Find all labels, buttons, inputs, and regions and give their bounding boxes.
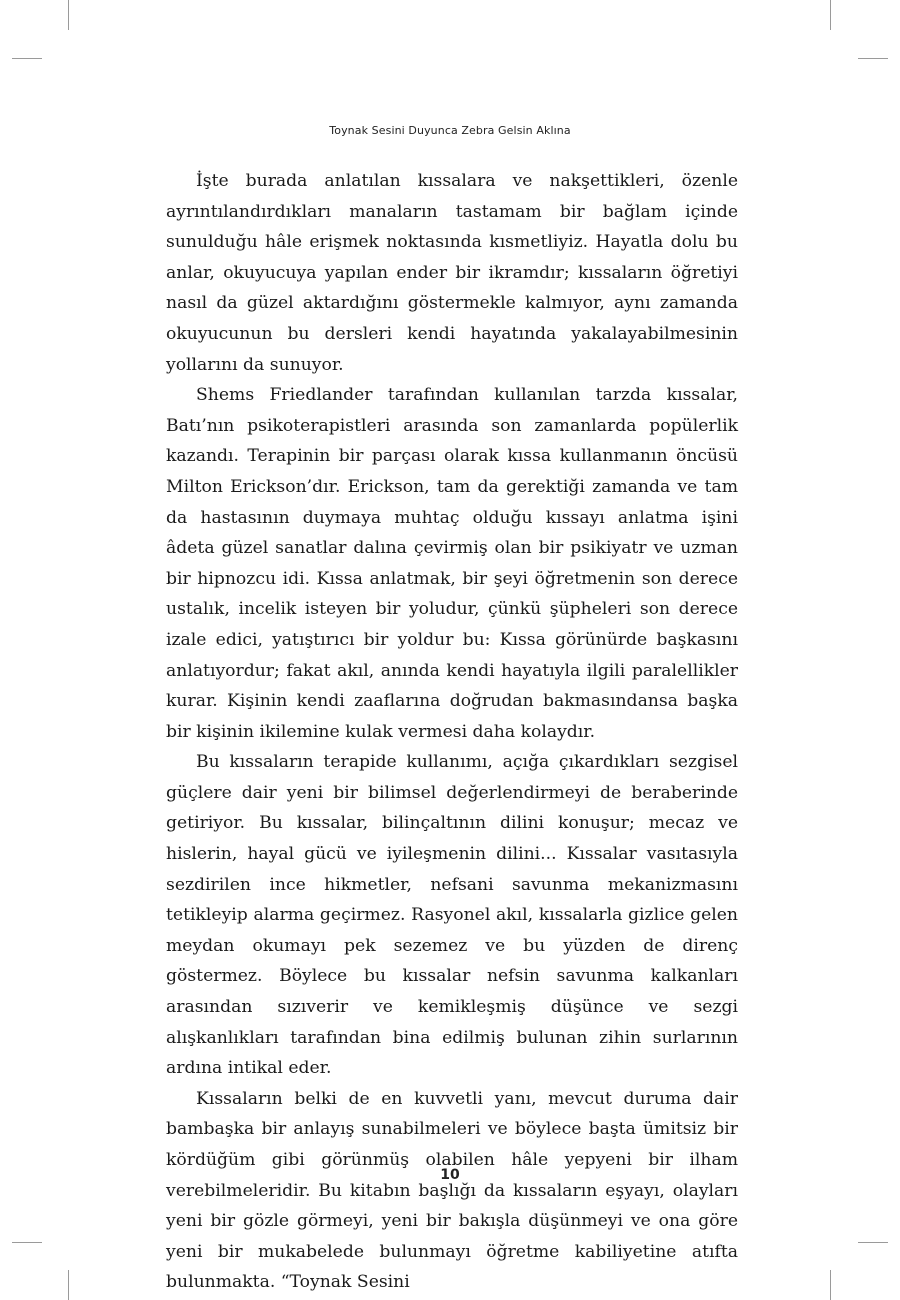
paragraph-3: Bu kıssaların terapide kullanımı, açığa çıkardıkları sezgisel güçlere dair yeni bir bilimsel değerlendirmeyi de beraberinde getiriyor. Bu kıssalar, bilinçaltının dilini konuşur; mecaz ve hislerin, hayal gücü ve iyileşmenin dilini... Kıssalar vasıtasıyla sezdirilen ince hikmetler, nefsani savunma mekanizmasını tetikleyip alarma geçirmez. Rasyonel akıl, kıssalarla gizlice gelen meydan okumayı pek sezemez ve bu yüzden de direnç göstermez. Böylece bu kıssalar nefsin savunma kalkanları arasından sızıverir ve kemikleşmiş düşünce ve sezgi alışkanlıkları tarafından bina edilmiş bulunan zihin surlarının ardına intikal eder. — [166, 752, 738, 1079]
crop-mark-bottom-left — [68, 1270, 69, 1300]
crop-mark-bottom-right — [830, 1270, 831, 1300]
page-number: 10 — [440, 1167, 460, 1183]
crop-mark-top-left — [68, 0, 69, 30]
paragraph-1: İşte burada anlatılan kıssalara ve nakşettikleri, özenle ayrıntılandırdıkları manaların tastamam bir bağlam içinde sunulduğu hâle erişmek noktasında kısmetliyiz. Hayatla dolu bu anlar, okuyucuya yapılan ender bir ikramdır; kıssaların öğretiyi nasıl da güzel aktardığını göstermekle kalmıyor, aynı zamanda okuyucunun bu dersleri kendi hayatında yakalayabilmesinin yollarını da sunuyor. — [166, 171, 738, 375]
crop-mark-bottom-right-h — [858, 1242, 888, 1243]
crop-mark-top-right — [830, 0, 831, 30]
crop-mark-bottom-left-h — [12, 1242, 42, 1243]
paragraph-4: Kıssaların belki de en kuvvetli yanı, mevcut duruma dair bambaşka bir anlayış sunabilmeleri ve böylece başta ümitsiz bir kördüğüm gibi görünmüş olabilen hâle yepyeni bir ilham verebilmeleridir. Bu kitabın başlığı da kıssaların eşyayı, olayları yeni bir gözle görmeyi, yeni bir bakışla düşünmeyi ve ona göre yeni bir mukabelede bulunmayı öğretme kabiliyetine atıfta bulunmakta. “Toynak Sesini — [166, 1088, 738, 1293]
crop-mark-top-left-h — [12, 58, 42, 59]
running-head: Toynak Sesini Duyunca Zebra Gelsin Aklına — [329, 124, 571, 137]
crop-mark-top-right-h — [858, 58, 888, 59]
body-text — [166, 166, 738, 1298]
paragraph-2: Shems Friedlander tarafından kullanılan tarzda kıssalar, Batı’nın psikoterapistleri arasında son zamanlarda popülerlik kazandı. Terapinin bir parçası olarak kıssa kullanmanın öncüsü Milton Erickson’dır. Erickson, tam da gerektiği zamanda ve tam da hastasının duymaya muhtaç olduğu kıssayı anlatma işini âdeta güzel sanatlar dalına çevirmiş olan bir psikiyatr ve uzman bir hipnozcu idi. Kıssa anlatmak, bir şeyi öğretmenin son derece ustalık, incelik isteyen bir yoludur, çünkü şüpheleri son derece izale edici, yatıştırıcı bir yoldur bu: Kıssa görünürde başkasını anlatıyordur; fakat akıl, anında kendi hayatıyla ilgili paralellikler kurar. Kişinin kendi zaaflarına doğrudan bakmasındansa başka bir kişinin ikilemine kulak vermesi daha kolaydır. — [166, 385, 738, 742]
